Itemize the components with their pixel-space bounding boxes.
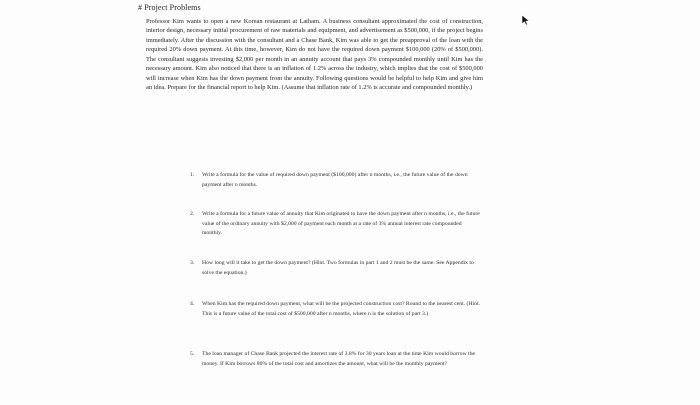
question-number: 2. (190, 211, 195, 217)
question-text: The loan manager of Chase Bank projected the interest rate of 3.8% for 30 years loan at the time Kim would borrow the money. If Kim borrows 80% of the total cost and amortizes the amount, what will be the monthly payment? (202, 351, 476, 367)
question-number: 1. (190, 172, 195, 178)
question-number: 5. (190, 351, 195, 357)
question-number: 3. (190, 260, 195, 266)
question-item (190, 300, 480, 319)
question-item (190, 171, 480, 190)
question-text: Write a formula for the value of required down payment ($100,000) after n months, i.e., the future value of the down payment after n months. (202, 172, 468, 188)
question-text: How long will it take to get the down payment? (Hint. Two formulas in part 1 and 2 must be the same. See Appendix to solve the equation.) (202, 260, 474, 276)
question-text: When Kim has the required down payment, what will be the projected construction cost? Round to the nearest cent. (Hint. This is a future value of the total cost of $500,000 after n months, where n is the solution of part 3.) (202, 301, 480, 317)
problem-statement (146, 17, 483, 93)
question-text: Write a formula for a future value of annuity that Kim originated to have the down payment after n months, i.e., the future value of the ordinary annuity with $2,000 of payment each month at a rate of 3% annual interest rate compounded monthly. (202, 211, 480, 237)
section-heading: # Project Problems (138, 3, 201, 12)
question-item (190, 350, 480, 369)
question-number: 4. (190, 301, 195, 307)
mouse-pointer-icon (521, 14, 531, 26)
question-item (190, 210, 480, 239)
intro-paragraph: Professor Kim wants to open a new Korean restaurant at Latham. A business consultant approximated the cost of construction, interior design, necessary initial procurement of raw materials and equipment, and advertisement as $500,000, if the project begins immediately. After the discussion with the consultant and a Chase Bank, Kim was able to get the preapproval of the loan with the required 20% down payment. At this time, however, Kim do not have the required down payment $100,000 (20% of $500,000). The consultant suggests investing $2,000 per month in an annuity account that pays 3% compounded monthly until Kim has the necessary amount. Kim also noticed that there is an inflation of 1.2% across the industry, which implies that the cost of $500,000 will increase when Kim has the down payment from the annuity. Following questions would be helpful to help Kim and give him an idea. Prepare for the financial report to help Kim. (Assume that inflation rate of 1.2% is accurate and compounded monthly.) (146, 18, 483, 92)
question-item (190, 259, 480, 278)
